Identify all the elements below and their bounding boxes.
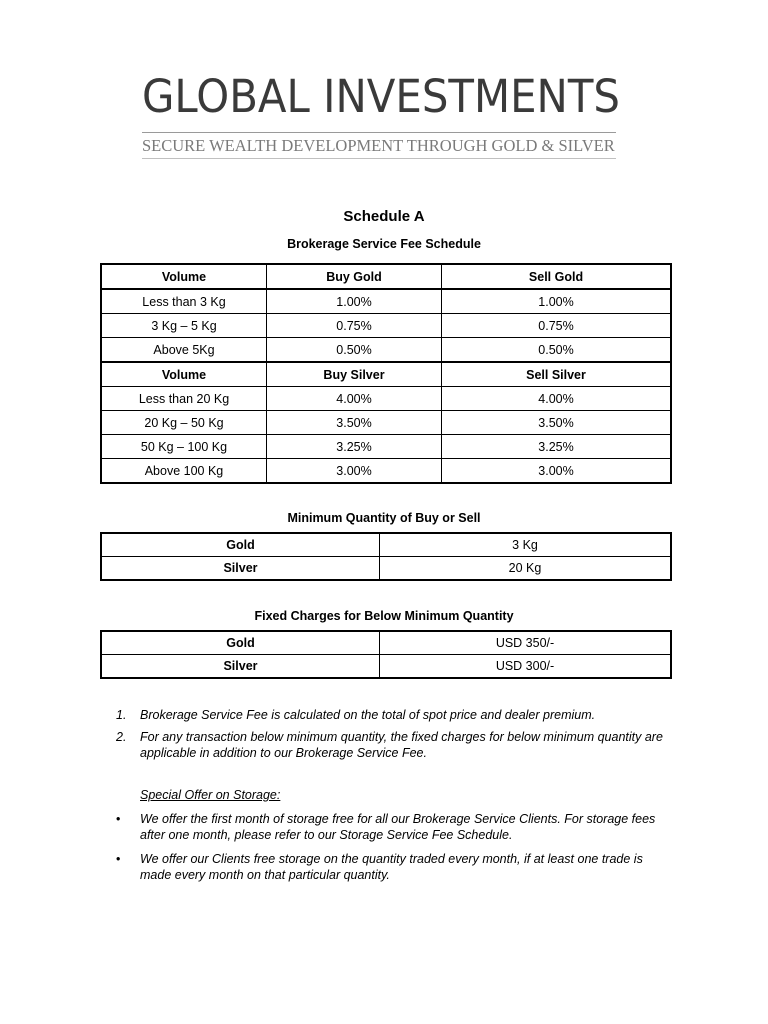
volume-cell: 20 Kg – 50 Kg [101,411,267,435]
sell-cell: 3.50% [442,411,672,435]
metal-cell: Gold [101,631,380,655]
buy-cell: 4.00% [267,387,442,411]
sell-cell: 3.00% [442,459,672,484]
table-row [101,435,671,459]
list-item [116,729,676,761]
buy-cell: 3.00% [267,459,442,484]
logo-tagline: SECURE WEALTH DEVELOPMENT THROUGH GOLD & SILVER [142,136,615,155]
metal-cell: Silver [101,557,380,581]
table-row [101,314,671,338]
volume-cell: Above 5Kg [101,338,267,363]
col-volume: Volume [101,362,267,387]
note-text: Brokerage Service Fee is calculated on the total of spot price and dealer premium. [140,708,596,722]
charge-cell: USD 350/- [380,631,672,655]
col-buy-silver: Buy Silver [267,362,442,387]
col-sell-gold: Sell Gold [442,264,672,289]
qty-cell: 3 Kg [380,533,672,557]
col-buy-gold: Buy Gold [267,264,442,289]
offer-text: We offer the first month of storage free for all our Brokerage Service Clients. For storage fees after one month, please refer to our Storage Service Fee Schedule. [140,812,656,842]
sell-cell: 1.00% [442,289,672,314]
bullet-icon: • [116,852,121,866]
charge-cell: USD 300/- [380,655,672,679]
table-row [101,459,671,484]
logo-divider-bottom [142,158,616,159]
volume-cell: Less than 20 Kg [101,387,267,411]
fixed-charges-title: Fixed Charges for Below Minimum Quantity [254,609,514,623]
table-row [101,411,671,435]
note-number: 2. [116,730,127,744]
sell-cell: 0.50% [442,338,672,363]
volume-cell: 50 Kg – 100 Kg [101,435,267,459]
gold-header-row [101,264,671,289]
qty-cell: 20 Kg [380,557,672,581]
table-row [101,655,671,679]
col-volume: Volume [101,264,267,289]
buy-cell: 1.00% [267,289,442,314]
table-row [101,557,671,581]
notes-list [116,707,676,767]
sell-cell: 3.25% [442,435,672,459]
special-offer-title: Special Offer on Storage: [140,788,281,802]
buy-cell: 0.75% [267,314,442,338]
list-item [116,811,676,843]
fixed-charges-table [100,630,672,679]
volume-cell: 3 Kg – 5 Kg [101,314,267,338]
metal-cell: Silver [101,655,380,679]
bullet-icon: • [116,812,121,826]
table-row [101,338,671,363]
schedule-title: Schedule A [343,208,425,225]
silver-header-row [101,362,671,387]
table-row [101,289,671,314]
offer-text: We offer our Clients free storage on the quantity traded every month, if at least one trade is made every month on that particular quantity. [140,852,643,882]
schedule-subtitle: Brokerage Service Fee Schedule [287,237,481,251]
table-row [101,533,671,557]
sell-cell: 4.00% [442,387,672,411]
company-logo [136,62,622,174]
logo-divider-top [142,132,616,133]
buy-cell: 3.25% [267,435,442,459]
volume-cell: Above 100 Kg [101,459,267,484]
note-text: For any transaction below minimum quantity, the fixed charges for below minimum quantity are applicable in addition to our Brokerage Service Fee. [140,730,663,760]
brokerage-fee-table [100,263,672,484]
offer-list [116,811,676,891]
buy-cell: 0.50% [267,338,442,363]
sell-cell: 0.75% [442,314,672,338]
list-item [116,851,676,883]
logo-name: GLOBAL INVESTMENTS [142,70,620,123]
min-qty-title: Minimum Quantity of Buy or Sell [287,511,481,525]
col-sell-silver: Sell Silver [442,362,672,387]
table-row [101,387,671,411]
min-qty-table [100,532,672,581]
note-number: 1. [116,708,127,722]
buy-cell: 3.50% [267,411,442,435]
volume-cell: Less than 3 Kg [101,289,267,314]
list-item [116,707,676,723]
metal-cell: Gold [101,533,380,557]
table-row [101,631,671,655]
